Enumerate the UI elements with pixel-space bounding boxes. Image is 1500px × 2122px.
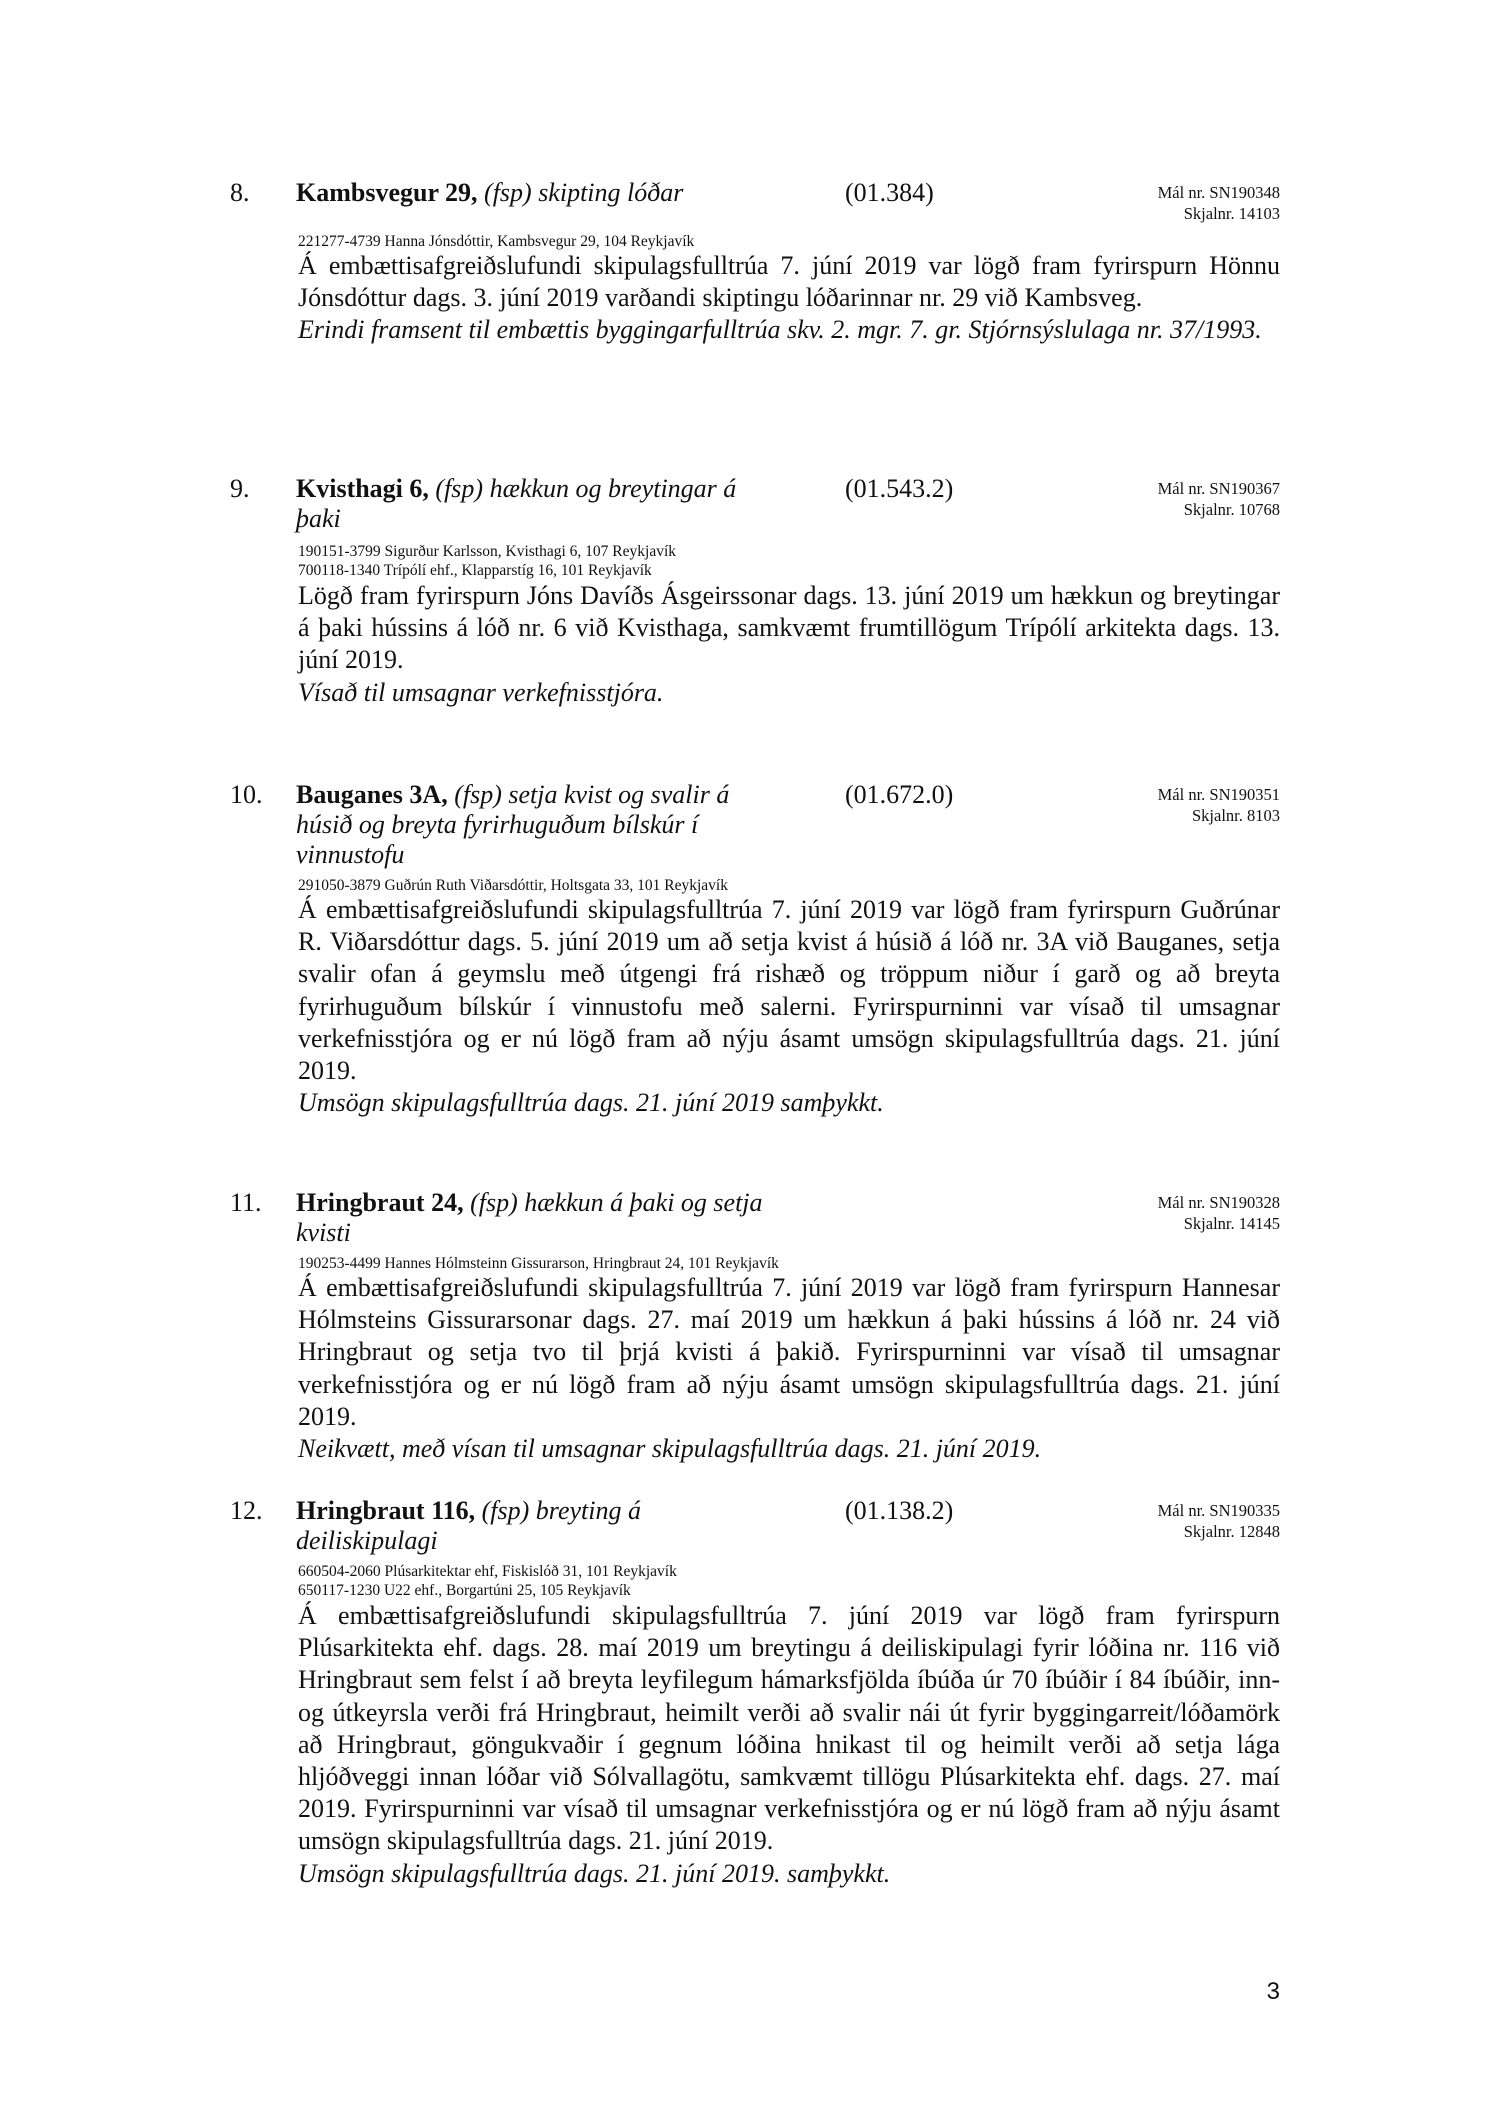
item-description: Á embættisafgreiðslufundi skipulagsfulltrúa 7. júní 2019 var lögð fram fyrirspurn Guðrúnar R. Viðarsdóttur dags. 5. júní 2019 um að setja kvist á húsið á lóð nr. 3A við Bauganes, setja svalir ofan á geymslu með útgengi frá rishæð og tröppum niður í garð og að breyta fyrirhuguðum bílskúr í vinnustofu með salerni. Fyrirspurninni var vísað til umsagnar verkefnisstjóra og er nú lögð fram að nýju ásamt umsögn skipulagsfulltrúa dags. 21. júní 2019. — [298, 895, 1280, 1086]
item-description: Á embættisafgreiðslufundi skipulagsfulltrúa 7. júní 2019 var lögð fram fyrirspurn Hönnu Jónsdóttur dags. 3. júní 2019 varðandi skiptingu lóðarinnar nr. 29 við Kambsveg. — [298, 251, 1280, 313]
item-reference: (01.672.0) — [845, 780, 954, 809]
item-subject-cont: vinnustofu — [296, 840, 405, 869]
document-number: Skjalnr. 14103 — [1183, 204, 1280, 223]
item-reference: (01.138.2) — [845, 1496, 954, 1525]
item-subject: (fsp) hækkun á þaki og setja — [470, 1188, 763, 1217]
case-numbers — [1158, 1500, 1280, 1542]
page-number: 3 — [1266, 1978, 1280, 2005]
item-description: Lögð fram fyrirspurn Jóns Davíðs Ásgeirssonar dags. 13. júní 2019 um hækkun og breytingar á þaki hússins á lóð nr. 6 við Kvisthaga, samkvæmt frumtillögum Trípólí arkitekta dags. 13. júní 2019. — [298, 581, 1280, 675]
item-number: 11. — [230, 1188, 262, 1217]
party-line: 660504-2060 Plúsarkitektar ehf, Fiskislóð 31, 101 Reykjavík — [298, 1563, 677, 1580]
parties — [298, 232, 694, 251]
case-numbers — [1158, 478, 1280, 520]
case-numbers — [1158, 1192, 1280, 1234]
item-title — [296, 1188, 763, 1248]
item-decision: Vísað til umsagnar verkefnisstjóra. — [298, 677, 664, 707]
item-address: Bauganes 3A, — [296, 780, 448, 809]
item-number: 10. — [230, 780, 263, 809]
case-number: Mál nr. SN190348 — [1157, 183, 1280, 202]
item-address: Hringbraut 116, — [296, 1496, 476, 1525]
item-subject-cont: húsið og breyta fyrirhuguðum bílskúr í — [296, 810, 699, 839]
parties — [298, 876, 728, 895]
case-number: Mál nr. SN190328 — [1157, 1193, 1280, 1212]
item-description: Á embættisafgreiðslufundi skipulagsfulltrúa 7. júní 2019 var lögð fram fyrirspurn Plúsarkitekta ehf. dags. 28. maí 2019 um breytingu á deiliskipulagi fyrir lóðina nr. 116 við Hringbraut sem felst í að breyta leyfilegum hámarksfjölda íbúða úr 70 íbúðir í 84 íbúðir, inn- og útkeyrsla verði frá Hringbraut, heimilt verði að svalir nái út fyrir byggingarreit/lóðamörk að Hringbraut, göngukvaðir í gegnum lóðina hnikast til og heimilt verði að setja lága hljóðveggi innan lóðar við Sólvallagötu, samkvæmt tillögu Plúsarkitekta ehf. dags. 27. maí 2019. Fyrirspurninni var vísað til umsagnar verkefnisstjóra og er nú lögð fram að nýju ásamt umsögn skipulagsfulltrúa dags. 21. júní 2019. — [298, 1601, 1280, 1856]
party-line: 190253-4499 Hannes Hólmsteinn Gissurarson, Hringbraut 24, 101 Reykjavík — [298, 1255, 779, 1272]
case-number: Mál nr. SN190335 — [1157, 1501, 1280, 1520]
item-title — [296, 780, 729, 870]
item-subject: (fsp) breyting á — [481, 1496, 641, 1525]
document-number: Skjalnr. 10768 — [1183, 500, 1280, 519]
item-subject-cont: þaki — [296, 504, 341, 533]
item-subject: (fsp) hækkun og breytingar á — [435, 474, 737, 503]
item-number: 8. — [230, 178, 250, 207]
item-body — [298, 580, 1280, 709]
item-decision: Neikvætt, með vísan til umsagnar skipulagsfulltrúa dags. 21. júní 2019. — [298, 1434, 1042, 1464]
item-decision: Umsögn skipulagsfulltrúa dags. 21. júní 2019. samþykkt. — [298, 1858, 891, 1888]
party-line: 700118-1340 Trípólí ehf., Klapparstíg 16, 101 Reykjavík — [298, 562, 652, 579]
party-line: 291050-3879 Guðrún Ruth Viðarsdóttir, Holtsgata 33, 101 Reykjavík — [298, 877, 728, 894]
item-title — [296, 1496, 641, 1556]
item-subject-cont: kvisti — [296, 1218, 351, 1247]
case-numbers — [1158, 784, 1280, 826]
item-body — [298, 250, 1280, 347]
item-subject-cont: deiliskipulagi — [296, 1526, 438, 1555]
item-address: Kambsvegur 29, — [296, 178, 478, 207]
document-number: Skjalnr. 12848 — [1183, 1522, 1280, 1541]
item-body — [298, 894, 1280, 1119]
item-subject: (fsp) setja kvist og svalir á — [454, 780, 730, 809]
item-address: Hringbraut 24, — [296, 1188, 464, 1217]
item-subject: (fsp) skipting lóðar — [484, 178, 684, 207]
case-number: Mál nr. SN190351 — [1157, 785, 1280, 804]
item-title — [296, 178, 683, 208]
item-address: Kvisthagi 6, — [296, 474, 429, 503]
parties — [298, 1562, 677, 1600]
party-line: 190151-3799 Sigurður Karlsson, Kvisthagi 6, 107 Reykjavík — [298, 543, 677, 560]
party-line: 650117-1230 U22 ehf., Borgartúni 25, 105 Reykjavík — [298, 1582, 631, 1599]
item-description: Á embættisafgreiðslufundi skipulagsfulltrúa 7. júní 2019 var lögð fram fyrirspurn Hannesar Hólmsteins Gissurarsonar dags. 27. maí 2019 um hækkun á þaki hússins á lóð nr. 24 við Hringbraut og setja tvo til þrjá kvisti á þakið. Fyrirspurninni var vísað til umsagnar verkefnisstjóra og er nú lögð fram að nýju ásamt umsögn skipulagsfulltrúa dags. 21. júní 2019. — [298, 1273, 1280, 1431]
document-number: Skjalnr. 8103 — [1191, 806, 1280, 825]
item-number: 12. — [230, 1496, 263, 1525]
party-line: 221277-4739 Hanna Jónsdóttir, Kambsvegur 29, 104 Reykjavík — [298, 233, 695, 250]
item-decision: Umsögn skipulagsfulltrúa dags. 21. júní 2019 samþykkt. — [298, 1088, 884, 1118]
parties — [298, 1254, 779, 1273]
parties — [298, 542, 676, 580]
item-decision: Erindi framsent til embættis byggingarfulltrúa skv. 2. mgr. 7. gr. Stjórnsýslulaga nr. 37/1993. — [298, 315, 1262, 345]
item-title — [296, 474, 736, 534]
case-numbers — [1158, 182, 1280, 224]
item-reference: (01.384) — [845, 178, 934, 207]
item-number: 9. — [230, 474, 250, 503]
item-body — [298, 1272, 1280, 1465]
item-reference: (01.543.2) — [845, 474, 954, 503]
item-body — [298, 1600, 1280, 1890]
case-number: Mál nr. SN190367 — [1157, 479, 1280, 498]
document-number: Skjalnr. 14145 — [1183, 1214, 1280, 1233]
